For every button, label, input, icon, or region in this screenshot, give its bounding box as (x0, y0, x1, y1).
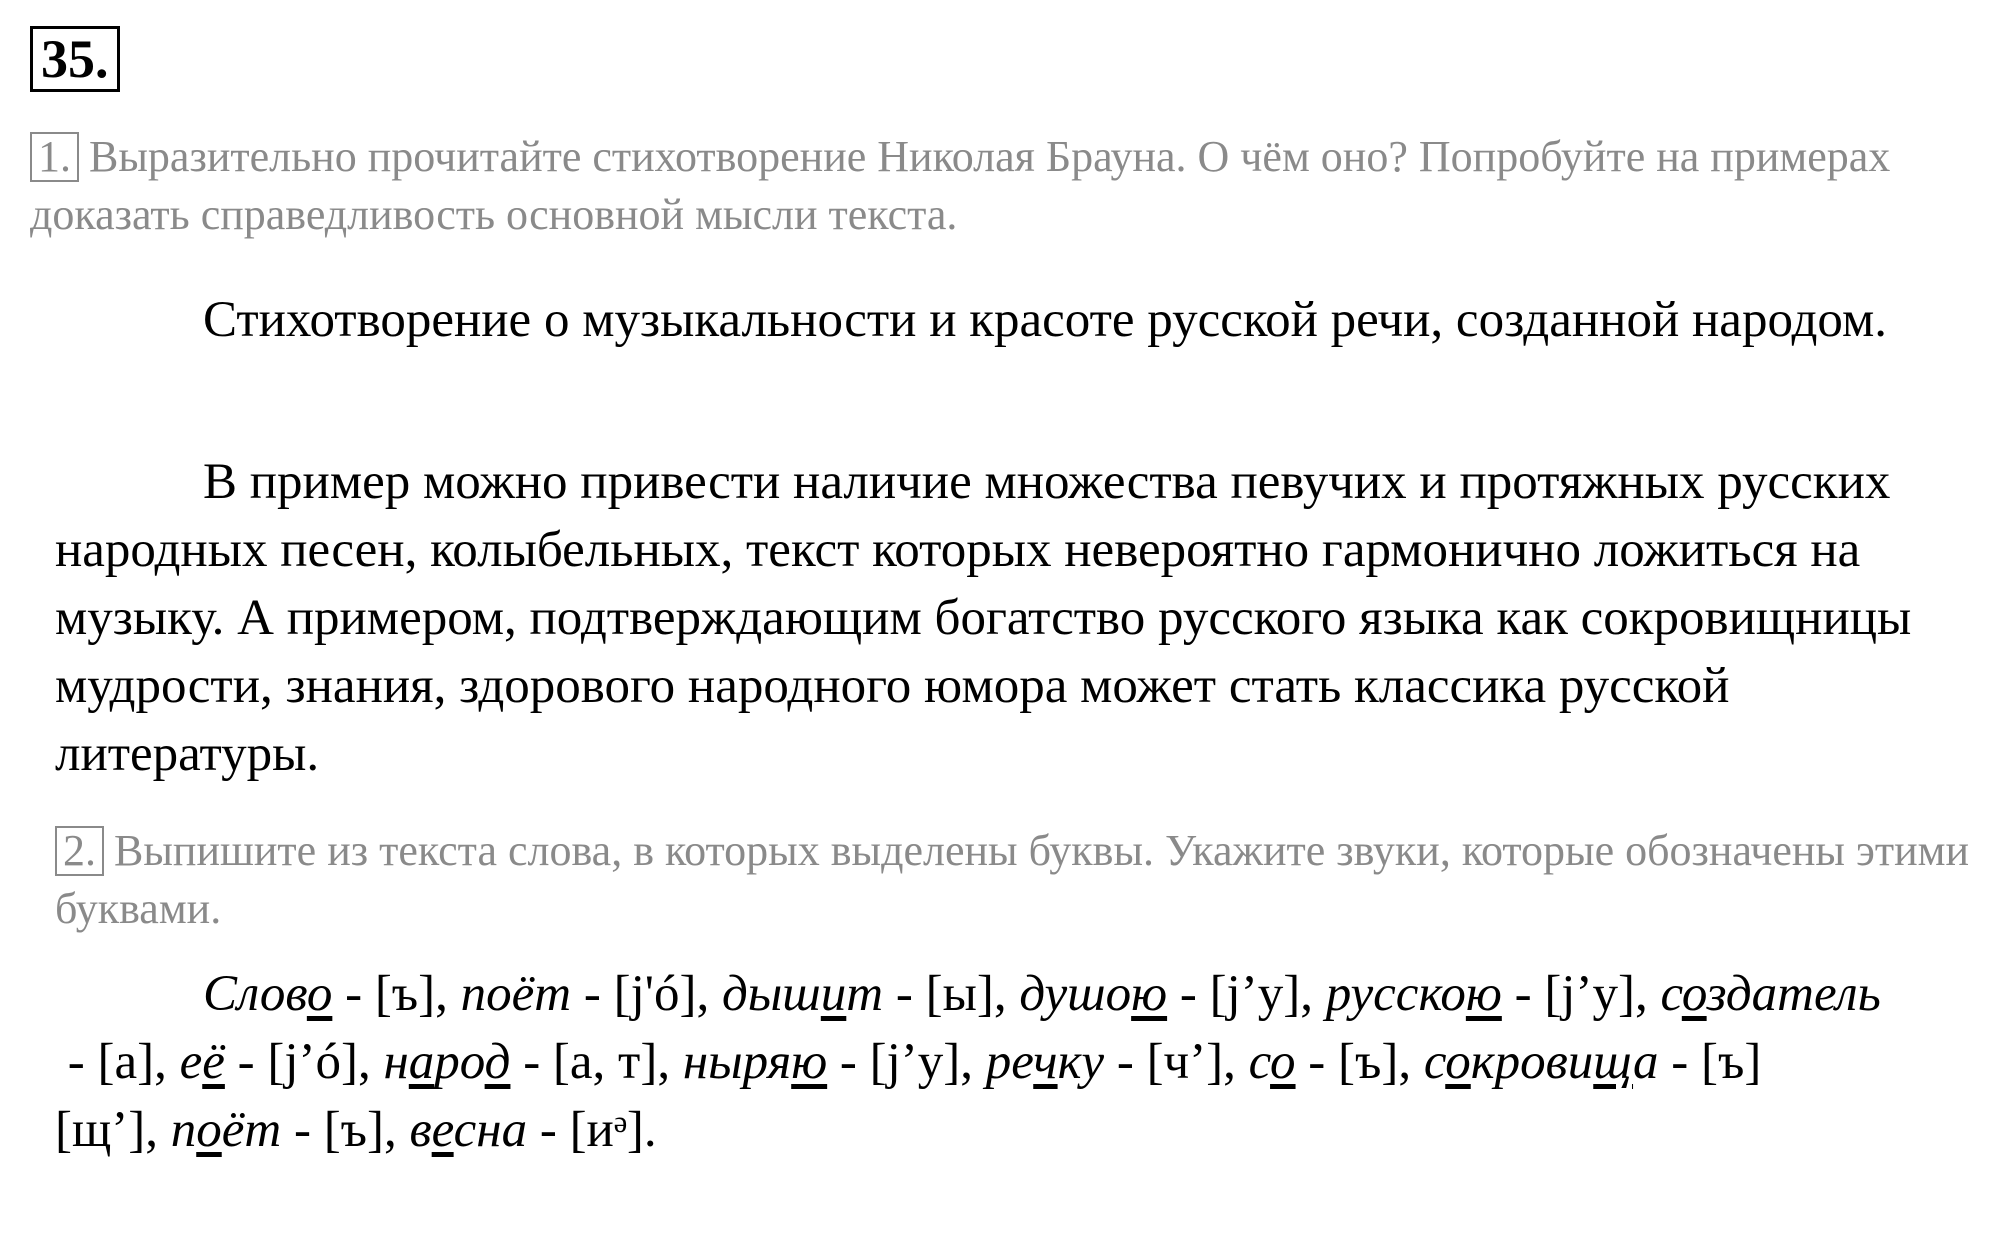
word-part: дыш (721, 966, 821, 1022)
highlighted-letter: д (484, 1034, 511, 1090)
word-part: душо (1019, 966, 1132, 1022)
punctuation: , (1398, 1034, 1424, 1090)
sound-transcription: [ъ] (323, 1102, 385, 1158)
highlighted-letter: ч (1033, 1034, 1058, 1090)
dash-separator: - (1658, 1034, 1702, 1090)
answer-2-word-list (55, 960, 1985, 1164)
answer-word (203, 966, 332, 1022)
punctuation: . (643, 1102, 657, 1158)
sound-transcription: [j’ó] (267, 1034, 358, 1090)
word-part: с (1423, 1034, 1446, 1090)
highlighted-letter: ю (1131, 966, 1168, 1022)
word-part: н (383, 1034, 409, 1090)
punctuation: , (1634, 966, 1661, 1022)
word-part: п (170, 1102, 197, 1158)
dash-separator: - (281, 1102, 324, 1158)
dash-separator: - (55, 1034, 98, 1090)
dash-separator: - (1501, 966, 1545, 1022)
highlighted-letter: о (1270, 1034, 1296, 1090)
highlighted-letter: е (431, 1102, 454, 1158)
task-2-text: Выпишите из текста слова, в которых выделены буквы. Укажите звуки, которые обозначены этими буквами. (55, 826, 1970, 933)
answer-word (1019, 966, 1167, 1022)
sound-transcription: [а] (97, 1034, 155, 1090)
dash-separator: - (827, 1034, 870, 1090)
word-part: здатель (1706, 966, 1881, 1022)
answer-word (1249, 1034, 1296, 1090)
sound-transcription: [j’у] (869, 1034, 961, 1090)
sound-transcription: [ч’] (1146, 1034, 1224, 1090)
dash-separator: - (1167, 966, 1210, 1022)
highlighted-letter: и (820, 966, 847, 1022)
task-2 (55, 822, 1985, 938)
sound-transcription: [иᵊ] (569, 1102, 644, 1158)
punctuation: , (696, 966, 722, 1022)
punctuation: , (1300, 966, 1326, 1022)
dash-separator: - (571, 966, 614, 1022)
exercise-number: 35. (30, 26, 120, 92)
sound-transcription: [j’у] (1209, 966, 1301, 1022)
sound-transcription: [ъ] [щ’] (55, 1034, 1762, 1158)
highlighted-letter: о (306, 966, 333, 1022)
highlighted-letter: ю (791, 1034, 828, 1090)
dash-separator: - (1295, 1034, 1339, 1090)
sound-transcription: [j’у] (1544, 966, 1635, 1022)
answer-word (986, 1034, 1104, 1090)
punctuation: , (657, 1034, 683, 1090)
punctuation: , (960, 1034, 986, 1090)
task-2-number: 2. (55, 826, 104, 876)
answer-word (1326, 966, 1502, 1022)
answer-1-paragraph-2: В пример можно привести наличие множества певучих и протяжных русских народных песен, колыбельных, текст которых невероятно гармонично ложиться на музыку. А примером, подтверждающим богатство русского языка как сокровищницы мудрости, знания, здорового народного юмора может стать классика русской литературы. (55, 454, 1912, 782)
word-part: русско (1325, 966, 1466, 1022)
word-part: ре (985, 1034, 1034, 1090)
dash-separator: - (332, 966, 375, 1022)
word-part: с (1660, 966, 1682, 1022)
answer-word (722, 966, 883, 1022)
word-part: ныря (682, 1034, 792, 1090)
answer-word (1424, 1034, 1659, 1090)
answer-word (383, 1034, 510, 1090)
answer-word (171, 1102, 281, 1158)
word-part: с (1248, 1034, 1271, 1090)
word-part: ку (1057, 1034, 1105, 1090)
task-1 (30, 128, 1990, 244)
sound-transcription: [а, т] (552, 1034, 658, 1090)
sound-transcription: [ъ] (1338, 1034, 1399, 1090)
punctuation: , (384, 1102, 410, 1158)
highlighted-letter: о (196, 1102, 222, 1158)
punctuation: , (154, 1034, 180, 1090)
dash-separator: - (224, 1034, 268, 1090)
word-part: поёт (460, 966, 572, 1022)
answer-word (1660, 966, 1880, 1022)
answer-1-paragraph-1: Стихотворение о музыкальности и красоте русской речи, созданной народом. (203, 292, 1887, 348)
highlighted-letter: щ (1593, 1034, 1634, 1090)
punctuation: , (1223, 1034, 1249, 1090)
word-part: т (846, 966, 884, 1022)
answer-word (461, 966, 571, 1022)
dash-separator: - (1104, 1034, 1147, 1090)
word-part: Слов (203, 966, 307, 1022)
word-part: крови (1470, 1034, 1594, 1090)
task-1-number: 1. (30, 132, 79, 182)
sound-transcription: [j'ó] (613, 966, 697, 1022)
task-1-text: Выразительно прочитайте стихотворение Николая Брауна. О чём оно? Попробуйте на примерах доказать справедливость основной мысли текста. (30, 132, 1891, 239)
highlighted-letter: о (1681, 966, 1707, 1022)
word-part: а (1633, 1034, 1659, 1090)
word-part: ёт (221, 1102, 282, 1158)
dash-separator: - (883, 966, 926, 1022)
dash-separator: - (510, 1034, 553, 1090)
word-part: в (409, 1102, 432, 1158)
word-part: е (179, 1034, 203, 1090)
answer-word (410, 1102, 528, 1158)
highlighted-letter: ё (202, 1034, 225, 1090)
answer-word (180, 1034, 225, 1090)
highlighted-letter: а (408, 1034, 435, 1090)
highlighted-letter: о (1445, 1034, 1471, 1090)
word-part: ро (434, 1034, 485, 1090)
sound-transcription: [ы] (925, 966, 994, 1022)
sound-transcription: [ъ] (374, 966, 436, 1022)
answer-word (683, 1034, 827, 1090)
punctuation: , (145, 1102, 171, 1158)
punctuation: , (357, 1034, 384, 1090)
highlighted-letter: ю (1465, 966, 1502, 1022)
punctuation: , (435, 966, 461, 1022)
punctuation: , (993, 966, 1020, 1022)
word-part: сна (453, 1102, 528, 1158)
dash-separator: - (527, 1102, 570, 1158)
